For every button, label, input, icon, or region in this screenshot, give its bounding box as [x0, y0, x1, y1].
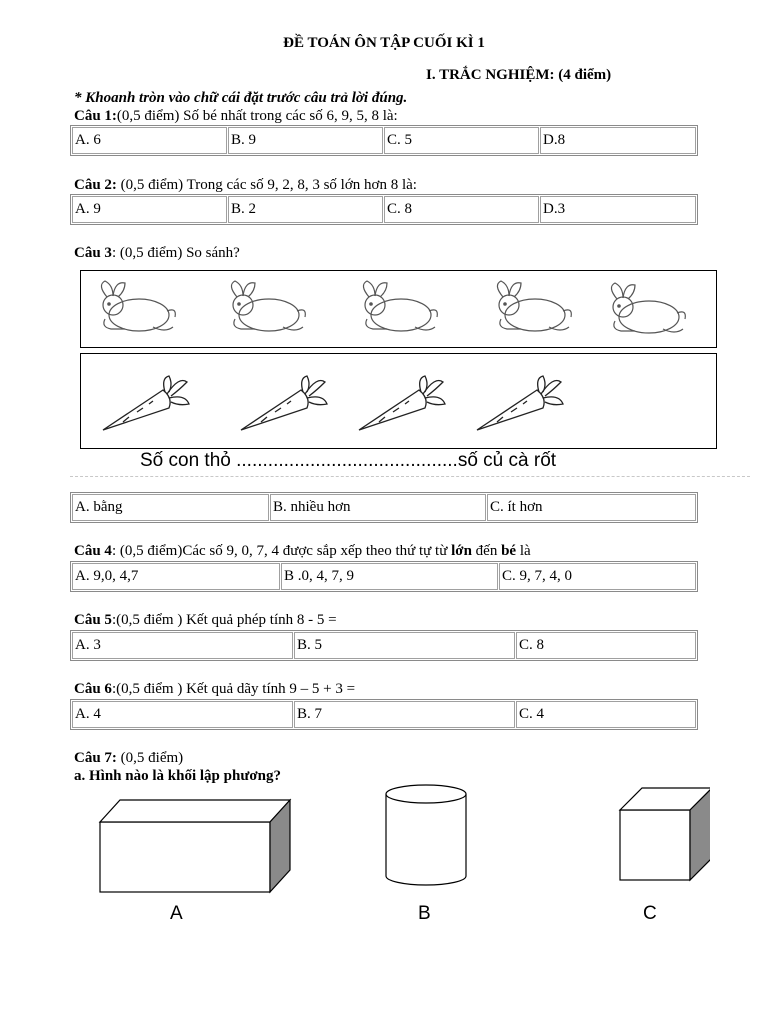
rabbits-box	[80, 270, 717, 348]
question-2-label: Câu 2:	[74, 177, 117, 193]
section-heading: I. TRẮC NGHIỆM: (4 điểm)	[426, 67, 612, 83]
question-1-option-b[interactable]: B. 9	[228, 127, 383, 154]
carrot-icon-3	[359, 376, 445, 430]
question-4-label: Câu 4	[74, 543, 112, 559]
question-1	[74, 108, 398, 125]
question-3-option-b[interactable]: B. nhiều hơn	[270, 494, 486, 521]
rabbit-icon-5	[611, 283, 685, 333]
question-4-word-small: bé	[501, 543, 517, 559]
question-4-options	[70, 561, 698, 592]
question-2-text: (0,5 điểm) Trong các số 9, 2, 8, 3 số lớn hơn 8 là:	[116, 177, 417, 193]
question-4	[74, 543, 531, 560]
question-3-text: : (0,5 điểm) So sánh?	[111, 245, 240, 261]
question-1-options	[70, 125, 698, 156]
shape-label-c: C	[643, 903, 657, 924]
question-6-option-a[interactable]: A. 4	[72, 701, 293, 728]
question-5	[74, 612, 337, 629]
carrot-icon-2	[241, 376, 327, 430]
question-1-text: (0,5 điểm) Số bé nhất trong các số 6, 9, 5, 8 là:	[116, 108, 398, 124]
rabbit-icon-1	[101, 281, 175, 331]
question-7-sub-a: a. Hình nào là khối lập phương?	[74, 768, 281, 784]
shape-label-b: B	[418, 903, 431, 924]
question-6-options	[70, 699, 698, 730]
question-4-option-a[interactable]: A. 9,0, 4,7	[72, 563, 280, 590]
question-3-option-c[interactable]: C. ít hơn	[487, 494, 696, 521]
compare-sentence: Số con thỏ ..........................................số củ cà rốt	[140, 450, 557, 471]
question-4-option-b[interactable]: B .0, 4, 7, 9	[281, 563, 498, 590]
question-5-option-a[interactable]: A. 3	[72, 632, 293, 659]
rabbit-icon-3	[363, 281, 437, 331]
cylinder-shape[interactable]	[386, 785, 466, 885]
question-2-option-d[interactable]: D.3	[540, 196, 696, 223]
question-6-label: Câu 6	[74, 681, 112, 697]
question-4-text-a: : (0,5 điểm)Các số 9, 0, 7, 4 được sắp xếp theo thứ tự từ	[111, 543, 452, 559]
question-4-word-big: lớn	[451, 543, 472, 559]
question-2-option-b[interactable]: B. 2	[228, 196, 383, 223]
question-1-option-c[interactable]: C. 5	[384, 127, 539, 154]
question-4-option-c[interactable]: C. 9, 7, 4, 0	[499, 563, 696, 590]
page-title: ĐỀ TOÁN ÔN TẬP CUỐI KÌ 1	[283, 35, 485, 51]
question-4-text-c: là	[516, 543, 531, 559]
rabbit-icon-4	[497, 281, 571, 331]
question-3-label: Câu 3	[74, 245, 112, 261]
question-5-options	[70, 630, 698, 661]
question-6-text: :(0,5 điểm ) Kết quả dãy tính 9 – 5 + 3 =	[111, 681, 356, 697]
question-5-option-b[interactable]: B. 5	[294, 632, 515, 659]
carrot-icon-1	[103, 376, 189, 430]
question-7-text: (0,5 điểm)	[116, 750, 184, 766]
dashed-divider	[70, 476, 750, 477]
question-6-option-c[interactable]: C. 4	[516, 701, 696, 728]
question-6-option-b[interactable]: B. 7	[294, 701, 515, 728]
question-3	[74, 245, 240, 262]
question-5-label: Câu 5	[74, 612, 112, 628]
question-6	[74, 681, 355, 698]
question-7	[74, 750, 183, 767]
rabbit-row	[81, 271, 716, 347]
question-2-options	[70, 194, 698, 225]
shapes-figure	[90, 780, 710, 910]
question-1-option-d[interactable]: D.8	[540, 127, 696, 154]
question-2-option-c[interactable]: C. 8	[384, 196, 539, 223]
question-5-text: :(0,5 điểm ) Kết quả phép tính 8 - 5 =	[111, 612, 337, 628]
cuboid-shape[interactable]	[100, 800, 290, 892]
question-2-option-a[interactable]: A. 9	[72, 196, 227, 223]
question-4-text-b: đến	[471, 543, 502, 559]
question-7-label: Câu 7:	[74, 750, 117, 766]
carrot-row	[81, 354, 716, 448]
carrots-box	[80, 353, 717, 449]
question-2	[74, 177, 417, 194]
question-1-option-a[interactable]: A. 6	[72, 127, 227, 154]
question-3-option-a[interactable]: A. bằng	[72, 494, 269, 521]
question-1-label: Câu 1:	[74, 108, 117, 124]
shape-label-a: A	[170, 903, 183, 924]
instruction-text: * Khoanh tròn vào chữ cái đặt trước câu trả lời đúng.	[74, 90, 408, 106]
question-5-option-c[interactable]: C. 8	[516, 632, 696, 659]
carrot-icon-4	[477, 376, 563, 430]
question-3-options	[70, 492, 698, 523]
rabbit-icon-2	[231, 281, 305, 331]
cube-shape[interactable]	[620, 788, 710, 880]
